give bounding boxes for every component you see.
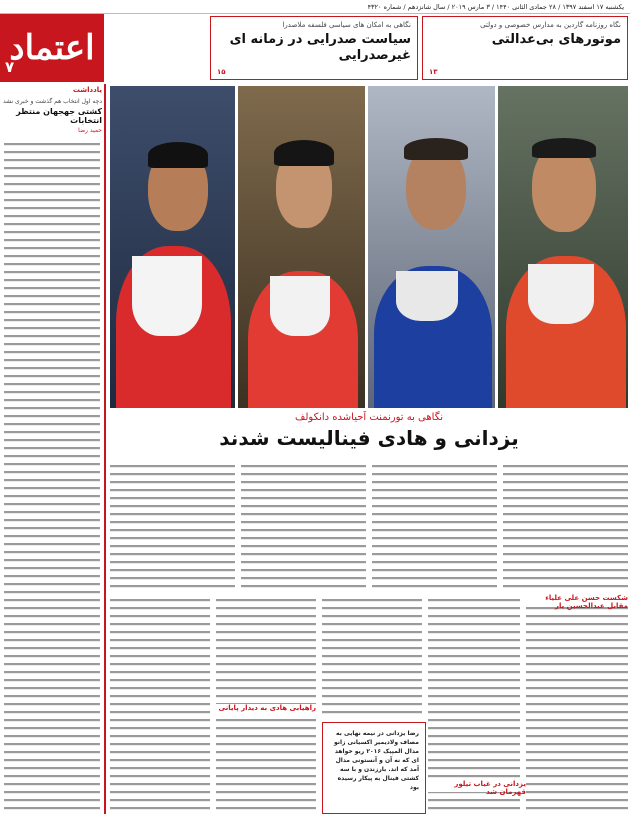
teaser-headline: موتورهای بی‌عدالتی: [491, 32, 621, 47]
text-lines: [110, 462, 628, 590]
dateline-bar: [0, 0, 630, 14]
teaser-page-number: ۱۳: [429, 68, 438, 76]
teaser-page-number: ۱۵: [217, 68, 226, 76]
sidebar-body-text: [4, 140, 100, 810]
main-kicker-wrap: [110, 412, 628, 426]
sidebar-divider: [104, 84, 106, 814]
wrestler-photo: [368, 86, 495, 408]
wrestler-photo: [498, 86, 628, 408]
section-head: راهیابی هادی به دیدار پایانی: [218, 704, 316, 712]
subhead-middle: [216, 704, 316, 716]
teaser-box[interactable]: [210, 16, 418, 80]
section-head: شکست حسن علی علیاء مقابل عبدالحسین یار: [545, 594, 628, 610]
sidebar-author: حمید رضا: [78, 127, 102, 134]
pull-quote: [322, 722, 426, 814]
sidebar-label: یادداشت: [72, 86, 102, 94]
subhead-right-bottom: [428, 780, 526, 796]
wrestler-photo: [110, 86, 235, 408]
teaser-kicker: نگاهی به امکان های سیاسی فلسفه ملاصدرا: [282, 21, 411, 29]
sidebar-header: [2, 86, 102, 146]
main-kicker: نگاهی به تورنمنت اَحیاشده دانکولف: [295, 412, 443, 423]
wrestler-photo: [238, 86, 365, 408]
pull-quote-text: رضا یزدانی در نیمه نهایی به مصاف ولادیمیر اکسیانی زانو مدال المپیک ۲۰۱۶ ریو خواهد ای که نه آن و آنستونی مدال آمد که اند. بارزندن و با سه کشتی فینال به پیکار رسیده بود: [333, 730, 419, 791]
dateline: یکشنبه ۱۷ اسفند ۱۳۹۷ / ۲۸ جمادی الثانی ۱۴۴۰ / ۳ مارس ۲۰۱۹ / سال شانزدهم / شماره ۴۳۲۰: [367, 2, 624, 11]
article-body-upper: [110, 462, 628, 590]
sidebar-kicker: دچه اول انتخاب هم گذشت و خبری نشد: [2, 98, 102, 105]
subhead-left-column: [526, 594, 628, 610]
teaser-box[interactable]: [422, 16, 628, 80]
masthead-logo: [0, 14, 104, 82]
logo-text: اعتماد: [9, 28, 95, 68]
sidebar-headline: کشتی جهجهان منتظر انتخابات: [16, 107, 102, 125]
text-lines: [4, 140, 100, 810]
teaser-headline: سیاست صدرایی در زمانه ای غیرصدرایی: [229, 32, 411, 63]
main-headline-wrap[interactable]: [110, 426, 628, 456]
issue-number: ۷: [5, 58, 15, 76]
main-headline: یزدانی و هادی فینالیست شدند: [219, 426, 519, 450]
teaser-kicker: نگاه روزنامه گاردین به مدارس خصوصی و دولتی: [480, 21, 621, 29]
section-head: یزدانی در غیاب تیلور قهرمان شد: [454, 780, 526, 796]
